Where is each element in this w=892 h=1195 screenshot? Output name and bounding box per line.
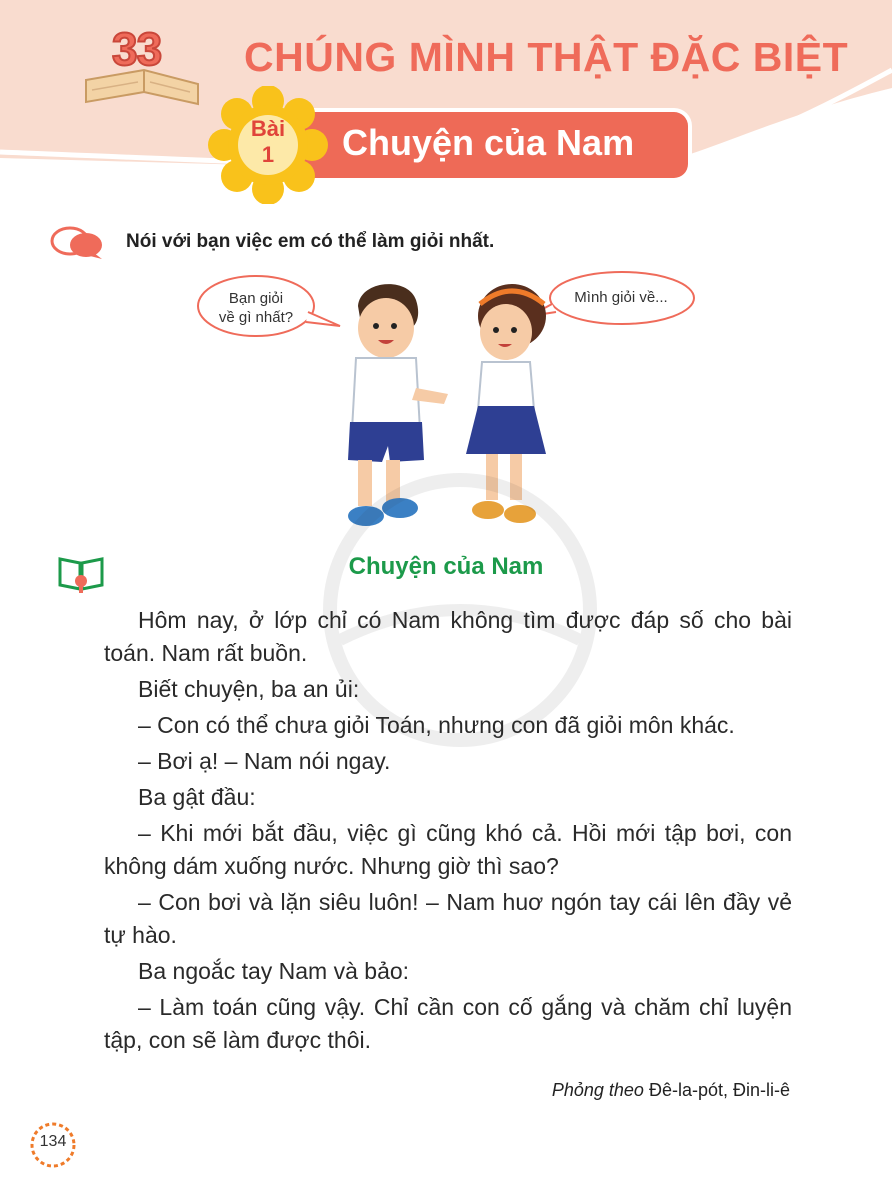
story-paragraph: Ba ngoắc tay Nam và bảo: <box>138 958 410 984</box>
story-paragraph: Hôm nay, ở lớp chỉ có Nam không tìm được đáp số cho bài toán. Nam rất buồn. <box>104 607 792 666</box>
story-paragraph: – Con có thể chưa giỏi Toán, nhưng con đã giỏi môn khác. <box>138 712 735 738</box>
story-body <box>104 604 792 1057</box>
story-credit <box>552 1080 790 1101</box>
boy-bubble-line-2: về gì nhất? <box>218 309 294 326</box>
unit-number: 33 <box>112 23 162 75</box>
lesson-title: Chuyện của Nam <box>342 122 635 163</box>
lesson-label-word: Bài <box>250 116 286 141</box>
unit-title: CHÚNG MÌNH THẬT ĐẶC BIỆT <box>244 34 849 80</box>
page-number: 134 <box>39 1133 67 1150</box>
story-paragraph: Biết chuyện, ba an ủi: <box>138 676 360 702</box>
speech-bubbles-icon <box>50 225 106 261</box>
story-paragraph: – Bơi ạ! – Nam nói ngay. <box>138 748 391 774</box>
lesson-label-number: 1 <box>261 142 275 167</box>
boy-bubble-line-1: Bạn giỏi <box>228 290 284 307</box>
story-paragraph: – Con bơi và lặn siêu luôn! – Nam huơ ngón tay cái lên đầy vẻ tự hào. <box>104 889 792 948</box>
story-paragraph: – Làm toán cũng vậy. Chỉ cần con cố gắng và chăm chỉ luyện tập, con sẽ làm được thôi. <box>104 994 792 1053</box>
girl-bubble-text: Mình giỏi về... <box>574 289 668 306</box>
credit-prefix: Phỏng theo <box>551 1080 644 1100</box>
story-title: Chuyện của Nam <box>348 553 544 580</box>
warmup-instruction: Nói với bạn việc em có thể làm giỏi nhất. <box>126 231 495 252</box>
boy-bubble-text <box>204 289 308 327</box>
lesson-badge-label <box>236 116 300 168</box>
credit-author: Đê-la-pót, Đin-li-ê <box>648 1080 790 1100</box>
story-paragraph: Ba gật đầu: <box>138 784 256 810</box>
story-paragraph: – Khi mới bắt đầu, việc gì cũng khó cả. Hồi mới tập bơi, con không dám xuống nước. Nhưng giờ thì sao? <box>104 820 792 879</box>
